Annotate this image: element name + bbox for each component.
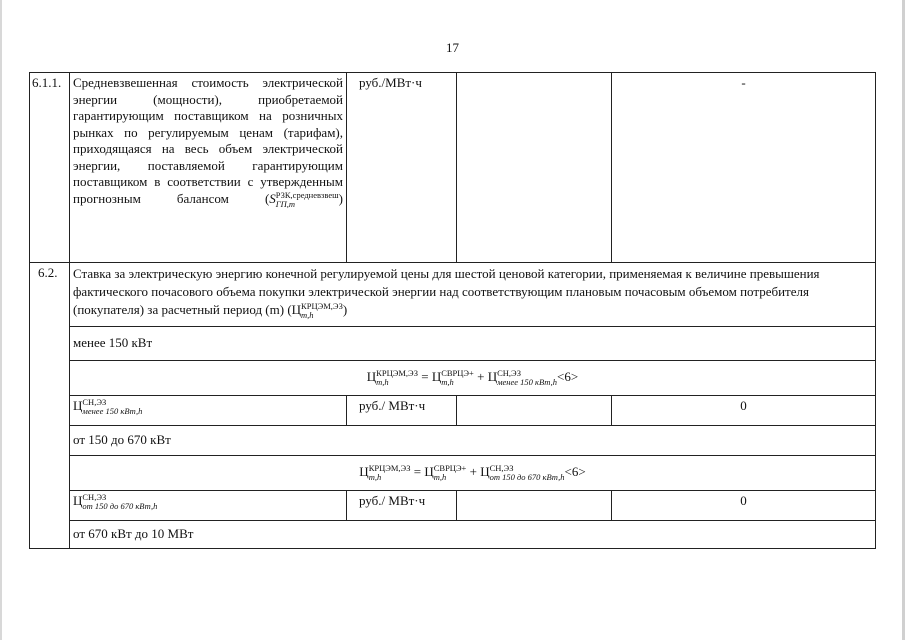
formula-term1-base: Ц — [431, 369, 442, 385]
formula-equals: = — [421, 369, 429, 385]
group-label-row — [30, 521, 876, 549]
formula-term1-sub: m,h — [441, 377, 454, 388]
row-empty-cell — [457, 73, 612, 263]
symbol-base: Ц — [73, 398, 83, 414]
row-unit: руб./МВт·ч — [347, 73, 457, 263]
formula-lhs-sup: КРЦЭМ,ЭЗ — [376, 368, 418, 379]
formula-term1-sup: СВРЦЭ+ — [433, 463, 467, 474]
table-row — [30, 491, 876, 521]
symbol-sup: СН,ЭЗ — [82, 492, 107, 503]
symbol-sub: менее 150 кВт,h — [82, 406, 143, 417]
symbol-sup: РЗК,средневзвеш — [275, 189, 339, 200]
group-label: от 670 кВт до 10 МВт — [70, 521, 876, 549]
row-number: 6.2. — [30, 263, 70, 549]
scan-edge-left — [0, 0, 2, 640]
group-label: от 150 до 670 кВт — [70, 426, 876, 456]
tariff-table — [29, 72, 876, 549]
symbol-sup: СН,ЭЗ — [82, 397, 107, 408]
closing-paren: ) — [338, 190, 343, 206]
row-symbol — [70, 491, 347, 521]
formula — [70, 361, 876, 396]
table-row — [30, 396, 876, 426]
row-empty-cell — [457, 396, 612, 426]
formula-term2-sub: от 150 до 670 кВт,h — [489, 472, 565, 483]
formula-term2-base: Ц — [480, 464, 490, 480]
symbol-sup: КРЦЭМ,ЭЗ — [301, 301, 343, 312]
symbol-base: S — [269, 190, 276, 206]
formula-term1-sub: m,h — [433, 472, 447, 483]
formula-lhs-base: Ц — [359, 464, 369, 480]
formula — [70, 456, 876, 491]
formula-footnote: <6> — [564, 464, 586, 480]
row-unit: руб./ МВт·ч — [347, 396, 457, 426]
row-value: 0 — [612, 491, 876, 521]
symbol-c-krcem — [292, 301, 343, 320]
group-label-row — [30, 426, 876, 456]
formula-equals: = — [413, 464, 422, 480]
symbol-base: Ц — [73, 493, 83, 509]
formula-lhs-base: Ц — [366, 369, 377, 385]
symbol-sub: ГП,m — [275, 198, 296, 209]
symbol-sub: m,h — [301, 310, 314, 321]
formula-plus: + — [469, 464, 477, 480]
table-row-6-1-1 — [30, 73, 876, 263]
formula-plus: + — [477, 369, 485, 385]
formula-term2-sup: СН,ЭЗ — [497, 368, 521, 379]
group-label-row — [30, 327, 876, 361]
row-description — [70, 263, 876, 327]
row-symbol — [70, 396, 347, 426]
formula-term2-base: Ц — [487, 369, 498, 385]
formula-term2-sup: СН,ЭЗ — [489, 463, 514, 474]
row-number: 6.1.1. — [30, 73, 70, 263]
group-label: менее 150 кВт — [70, 327, 876, 361]
row-value: 0 — [612, 396, 876, 426]
symbol-s-rzk — [269, 191, 338, 209]
formula-footnote: <6> — [557, 369, 579, 385]
closing-paren: ) — [342, 302, 348, 317]
formula-term1-sup: СВРЦЭ+ — [441, 368, 474, 379]
row-description — [70, 73, 347, 263]
formula-term1-base: Ц — [424, 464, 434, 480]
symbol-sub: от 150 до 670 кВт,h — [82, 501, 158, 512]
page-number: 17 — [446, 40, 459, 55]
description-text: Средневзвешенная стоимость электрической энергии (мощности), приобретаемой гарантирующим поставщиком на розничных рынках по регулируемым ценам (тарифам), приходящаяся на весь объем электрической энергии, поставляемой гарантирующим поставщиком в соответствии с утвержденным прогнозным балансом ( — [73, 75, 343, 206]
symbol-base: Ц — [291, 302, 302, 317]
formula-lhs-sub: m,h — [368, 472, 382, 483]
formula-lhs-sub: m,h — [376, 377, 389, 388]
row-unit: руб./ МВт·ч — [347, 491, 457, 521]
table-row-6-2 — [30, 263, 876, 327]
formula-lhs-sup: КРЦЭМ,ЭЗ — [368, 463, 411, 474]
row-value: - — [612, 73, 876, 263]
row-empty-cell — [457, 491, 612, 521]
formula-term2-sub: менее 150 кВт,h — [497, 377, 558, 388]
formula-row — [30, 456, 876, 491]
description-text: Ставка за электрическую энергию конечной регулируемой цены для шестой ценовой категории, применяемая к величине превышения фактического почасового объема покупки электрической энергии над соответствующим плановым почасовым объемом потребителя (покупателя) за расчетный период (m) ( — [73, 266, 820, 317]
formula-row — [30, 361, 876, 396]
